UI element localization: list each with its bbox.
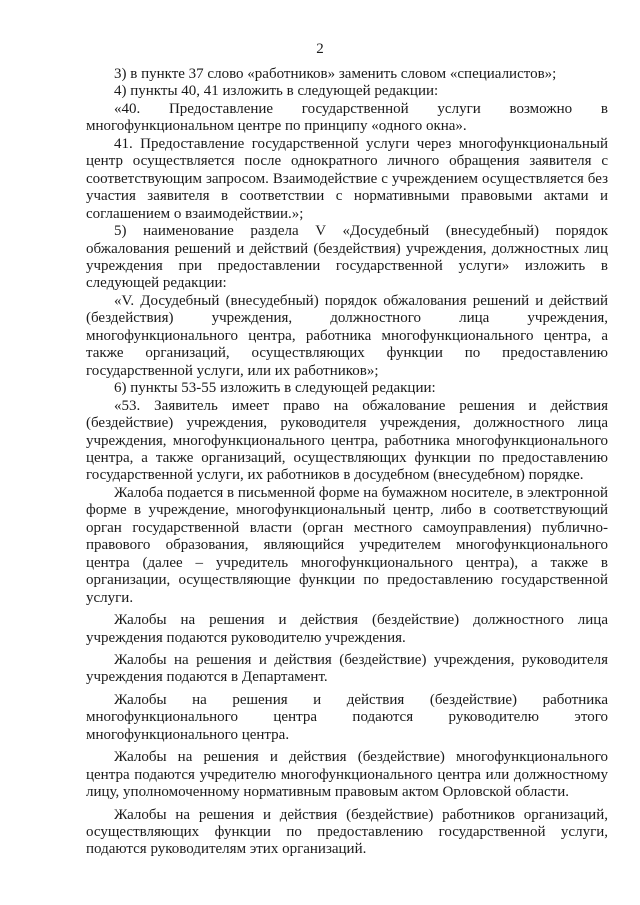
paragraph-complaint-form: Жалоба подается в письменной форме на бумажном носителе, в электронной форме в учреждение, многофункциональный центр, либо в соответствующий орган государственной власти (орган местного самоуправления) публично-правового образования, являющийся учредителем многофункционального центра (далее – учредитель многофункционального центра), а также в организации, осуществляющие функции по предоставлению государственной услуги. xyxy=(86,484,608,606)
paragraph-clause-53: «53. Заявитель имеет право на обжалование решения и действия (бездействие) учреждения, руководителя учреждения, должностного лица учреждения, многофункционального центра, работника многофункционального центра, а также организаций, осуществляющих функции по предоставлению государственной услуги, их работников в досудебном (внесудебном) порядке. xyxy=(86,397,608,484)
paragraph-complaint-institution: Жалобы на решения и действия (бездействие) учреждения, руководителя учреждения подаются в Департамент. xyxy=(86,651,608,686)
paragraph-complaint-mfc: Жалобы на решения и действия (бездействие) многофункционального центра подаются учредителю многофункционального центра или должностному лицу, уполномоченному нормативным правовым актом Орловской области. xyxy=(86,749,608,801)
paragraph-section-title: «V. Досудебный (внесудебный) порядок обжалования решений и действий (бездействия) учреждения, должностного лица учреждения, многофункционального центра, работника многофункционального центра, а также организаций, осуществляющих функции по предоставлению государственной услуги, или их работников»; xyxy=(86,292,608,379)
paragraph-complaint-mfc-worker: Жалобы на решения и действия (бездействие) работника многофункционального центра подаются руководителю этого многофункционального центра. xyxy=(86,691,608,743)
paragraph-clause-40: «40. Предоставление государственной услуги возможно в многофункциональном центре по принципу «одного окна». xyxy=(86,100,608,135)
page-number: 2 xyxy=(316,41,324,57)
paragraph-item-4: 4) пункты 40, 41 изложить в следующей редакции: xyxy=(114,83,439,100)
paragraph-item-6: 6) пункты 53-55 изложить в следующей редакции: xyxy=(114,380,436,397)
paragraph-clause-41: 41. Предоставление государственной услуги через многофункциональный центр осуществляется после однократного личного обращения заявителя с соответствующим запросом. Взаимодействие с учреждением осуществляется без участия заявителя в соответствии с нормативными правовыми актами и соглашением о взаимодействии.»; xyxy=(86,135,608,222)
paragraph-item-3: 3) в пункте 37 слово «работников» заменить словом «специалистов»; xyxy=(114,66,557,82)
document-body xyxy=(86,66,608,859)
paragraph-item-5: 5) наименование раздела V «Досудебный (внесудебный) порядок обжалования решений и действий (бездействия) учреждения, должностных лиц учреждения при предоставлении государственной услуги» изложить в следующей редакции: xyxy=(86,223,608,292)
paragraph-complaint-official: Жалобы на решения и действия (бездействие) должностного лица учреждения подаются руководителю учреждения. xyxy=(86,612,608,646)
paragraph-complaint-organizations: Жалобы на решения и действия (бездействие) работников организаций, осуществляющих функции по предоставлению государственной услуги, подаются руководителям этих организаций. xyxy=(86,806,608,858)
